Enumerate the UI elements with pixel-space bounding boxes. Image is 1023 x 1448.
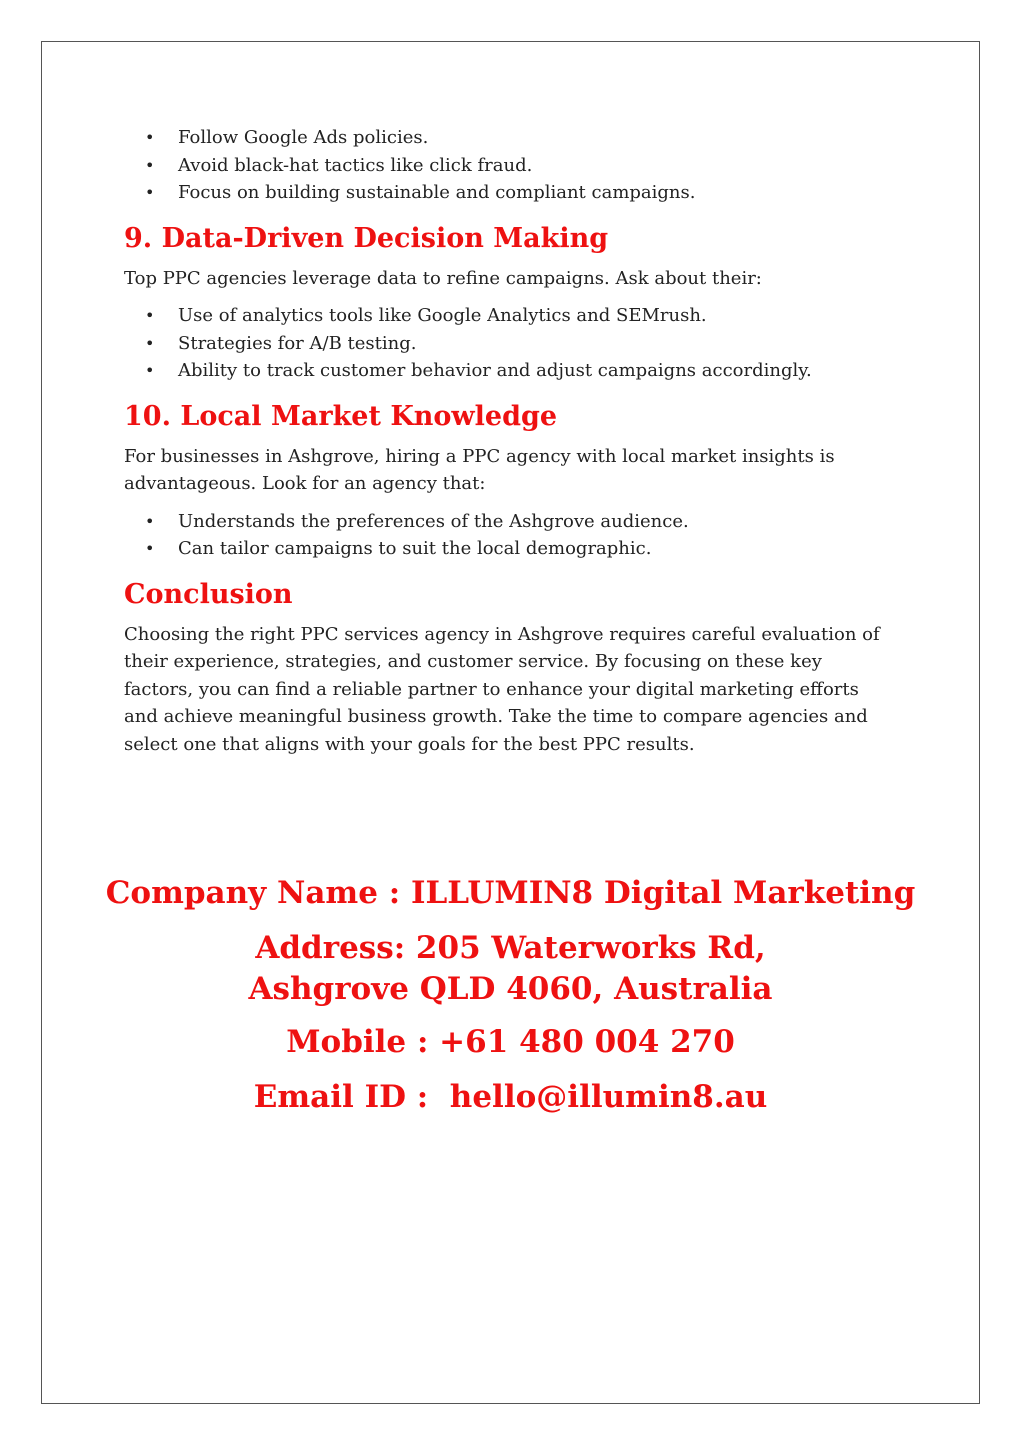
list-item: • Can tailor campaigns to suit the local demographic. [124, 535, 894, 563]
section-10-heading: 10. Local Market Knowledge [124, 400, 558, 432]
section-9-heading: 9. Data-Driven Decision Making [124, 222, 609, 254]
email-address[interactable]: Email ID : hello@illumin8.au [253, 1079, 768, 1115]
section-10-bullet-list [124, 508, 894, 563]
mobile-number: Mobile : +61 480 004 270 [286, 1024, 735, 1060]
bullet-icon: • [145, 155, 155, 175]
bullet-icon: • [145, 361, 155, 380]
intro-bullet-list [124, 124, 894, 207]
section-9-paragraph: Top PPC agencies leverage data to refine campaigns. Ask about their: [124, 267, 762, 289]
list-item: • Strategies for A/B testing. [124, 330, 894, 358]
bullet-icon: • [145, 511, 155, 531]
list-item: • Ability to track customer behavior and adjust campaigns accordingly. [124, 357, 894, 385]
bullet-icon: • [145, 539, 155, 558]
list-item: • Avoid black-hat tactics like click fraud. [124, 152, 894, 180]
bullet-icon: • [145, 306, 155, 325]
bullet-icon: • [145, 333, 155, 353]
bullet-icon: • [145, 183, 155, 202]
company-name: Company Name : ILLUMIN8 Digital Marketing [105, 875, 916, 911]
list-item: • Follow Google Ads policies. [124, 124, 894, 152]
section-9-bullet-list [124, 302, 894, 385]
address: Address: 205 Waterworks Rd, Ashgrove QLD 4060, Australia [248, 930, 773, 1007]
list-item: • Use of analytics tools like Google Analytics and SEMrush. [124, 302, 894, 330]
bullet-icon: • [145, 128, 155, 147]
list-item: • Focus on building sustainable and compliant campaigns. [124, 179, 894, 207]
section-10-paragraph: For businesses in Ashgrove, hiring a PPC agency with local market insights is advantageous. Look for an agency that: [124, 445, 835, 494]
conclusion-paragraph: Choosing the right PPC services agency in Ashgrove requires careful evaluation of their experience, strategies, and customer service. By focusing on these key factors, you can find a reliable partner to enhance your digital marketing efforts and achieve meaningful business growth. Take the time to compare agencies and select one that aligns with your goals for the best PPC results. [124, 623, 880, 755]
document-body [124, 124, 894, 758]
list-item: • Understands the preferences of the Ashgrove audience. [124, 508, 894, 536]
conclusion-heading: Conclusion [124, 578, 293, 610]
